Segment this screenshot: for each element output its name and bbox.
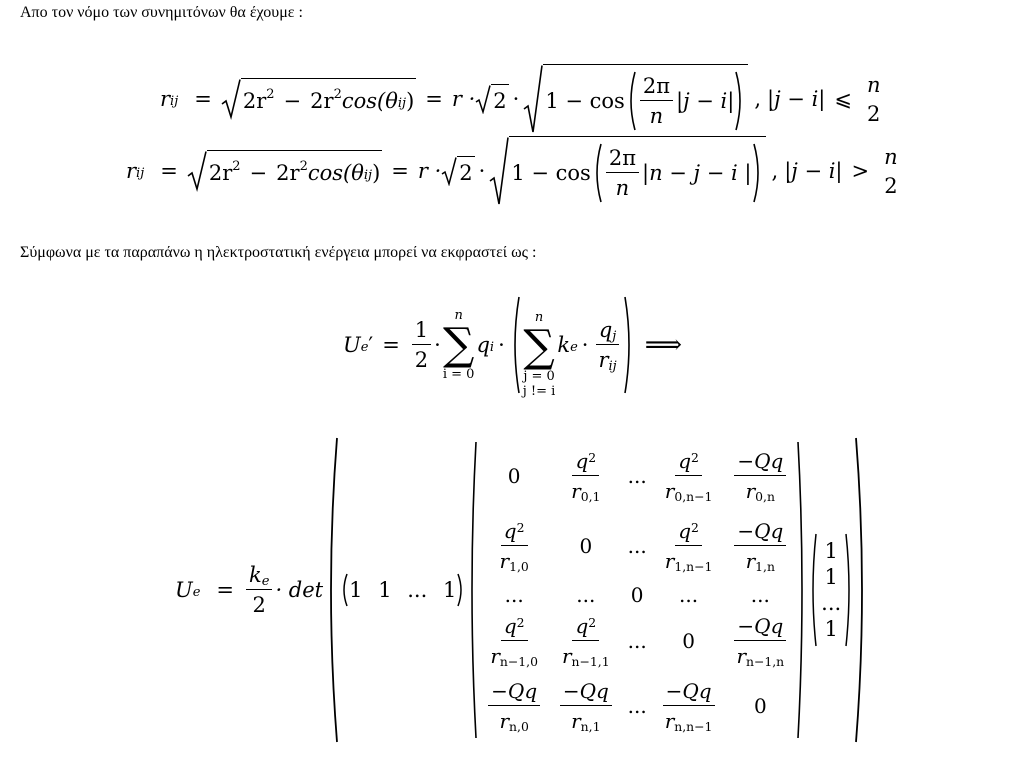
eq2-sqrt-3 xyxy=(489,136,765,206)
cos-term: cos(θ xyxy=(341,88,398,113)
m-0-1-r: r xyxy=(571,479,581,503)
m-1-3-r: r xyxy=(664,549,675,573)
m-3-1-r: r xyxy=(561,644,572,668)
m-3-2: ... xyxy=(627,629,647,653)
eq2-lhs: r xyxy=(126,159,137,183)
m-2-4: ... xyxy=(750,583,770,607)
m-1-4-sub: 1,n xyxy=(755,559,775,575)
m-0-1-sub: 0,1 xyxy=(580,489,601,505)
eq2-condition-abs: |j − i| xyxy=(784,159,843,183)
eq2-rad-a: 2r xyxy=(208,160,233,185)
rowvec-1: 1 xyxy=(378,578,392,602)
m-1-3-sub: 1,n−1 xyxy=(674,559,713,575)
m-2-0: ... xyxy=(504,583,524,607)
m-0-4-num: −Qq xyxy=(734,449,786,476)
equation-energy-sum: U $_e$ ′ = $\frac{1}{2}$ · n ∑ i = 0 q $_i$ · n ∑ j = 0 j != i k $_e$ · $\frac{q_j}{r_{ij}}$ ⟹ xyxy=(343,290,682,399)
m-0-3-r: r xyxy=(664,479,675,503)
m-2-1: ... xyxy=(576,583,596,607)
eq4-ke-sub: e xyxy=(261,574,270,590)
eq2-two-pi: 2π xyxy=(606,146,639,173)
m-1-4-num: −Qq xyxy=(734,519,786,546)
m-4-0-r: r xyxy=(499,709,510,733)
m-4-3-r: r xyxy=(664,709,675,733)
eq3-half-den: 2 xyxy=(414,347,429,372)
intro-text: Απο τον νόμο των συνημιτόνων θα έχουμε : xyxy=(20,4,303,21)
m-3-0-q: q xyxy=(503,614,517,638)
eq2-sqrt-1: 2r $^2$ − 2r $^2$ cos(θ $_{ij}$ ) xyxy=(187,150,382,192)
equation-energy-matrix: U $_e$ = $\frac{k_e}{2}$ · det 1 1 ... 1 0 $\frac{q^2}{r_{0,1}}$ ... $\frac{q^2}{r_{0,n-1}}$ $\frac{-Qq}{r_{0,n}}$ $\frac{q^2}{r_{1,0}}$ 0 ... $\frac{q^2}{r_{1,n-1}}$ $\frac{-Qq}{r_{1,n}}$ ... ... 0 ... ... $\frac{q^2}{r_{n-1,0}}$ $\frac{q^2}{r_{n-1,1}}$ ... 0 $\frac{-Qq}{r_{n-1,n}}$ $\frac{-Qq}{r_{n,0}}$ $\frac{-Qq}{r_{n,1}}$ ... $\frac{-Qq}{r_{n,n-1}}$ 0 1 1 ... 1 xyxy=(175,436,870,744)
row-vector xyxy=(349,578,456,602)
eq4-ke: k xyxy=(249,563,262,587)
m-3-1-sub: n−1,1 xyxy=(571,654,610,670)
one-minus-cos: 1 − cos xyxy=(545,88,625,113)
m-4-4: 0 xyxy=(753,694,767,718)
det-label: · det xyxy=(275,578,324,602)
leq-sign: ⩽ xyxy=(834,87,852,111)
eq2-sqrt-2 xyxy=(441,156,474,186)
m-4-3-sub: n,n−1 xyxy=(674,719,713,735)
sum-inner-bottom-1: j = 0 xyxy=(523,369,555,384)
m-3-0-r: r xyxy=(490,644,500,668)
m-0-4-r: r xyxy=(745,479,756,503)
eq1-lhs: r xyxy=(160,87,171,111)
eq2-one-minus-cos: 1 − cos xyxy=(511,160,591,185)
middle-text: Σύμφωνα με τα παραπάνω η ηλεκτροστατική ενέργεια μπορεί να εκφραστεί ως : xyxy=(20,244,537,261)
colvec-1: 1 xyxy=(824,565,838,589)
gt-sign: > xyxy=(851,159,870,183)
m-0-3-sub: 0,n−1 xyxy=(674,489,713,505)
sum-outer-top: n xyxy=(454,307,463,323)
m-4-1-sub: n,1 xyxy=(580,719,601,735)
eq3-q: q xyxy=(476,332,490,357)
r-times: r · xyxy=(451,87,476,111)
eq4-den: 2 xyxy=(252,593,266,617)
equation-distance-1: r $_{ij}$ = 2r $^2$ − 2r $^2$ cos(θ $_{ij}$ ) = r · 2 · 1 − cos $\frac{2\pi}{n}$ |j − i| , |j − i| ⩽ n 2 xyxy=(160,64,887,134)
sqrt-1: 2r $^2$ − 2r $^2$ cos(θ $_{ij}$ ) xyxy=(221,78,416,120)
eq2-cond-2: 2 xyxy=(884,173,898,198)
rad-term-a: 2r xyxy=(242,88,267,113)
m-1-3-q: q xyxy=(678,519,692,543)
m-3-0-sub: n−1,0 xyxy=(499,654,538,670)
two-pi: 2π xyxy=(640,74,673,101)
m-4-3-num: −Qq xyxy=(663,679,715,706)
m-1-4-r: r xyxy=(745,549,756,573)
eq2-sqrt-two: 2 xyxy=(457,156,474,186)
m-4-1-num: −Qq xyxy=(560,679,612,706)
sum-inner-top: n xyxy=(534,310,544,325)
m-0-3-q: q xyxy=(678,449,692,473)
sum-outer-bottom: i = 0 xyxy=(442,366,475,382)
m-4-0-num: −Qq xyxy=(488,679,540,706)
m-4-1-r: r xyxy=(571,709,581,733)
m-0-0: 0 xyxy=(507,464,521,488)
m-4-0-sub: n,0 xyxy=(509,719,529,735)
eq3-prime: ′ xyxy=(368,332,374,357)
colvec-0: 1 xyxy=(824,539,838,563)
column-vector xyxy=(818,538,844,642)
sqrt-2 xyxy=(475,84,508,114)
n-den: n xyxy=(649,103,664,128)
m-1-1: 0 xyxy=(579,534,593,558)
m-0-4-sub: 0,n xyxy=(755,489,775,505)
colvec-2: ... xyxy=(821,591,842,615)
eq3-half-num: 1 xyxy=(412,318,431,345)
equation-distance-2: r $_{ij}$ = 2r $^2$ − 2r $^2$ cos(θ $_{ij}$ ) = r · 2 · 1 − cos $\frac{2\pi}{n}$ |n − j − i | , |j − i| > n 2 xyxy=(126,136,904,206)
eq2-n-den: n xyxy=(615,175,630,200)
m-3-3: 0 xyxy=(682,629,695,653)
abs-n-minus-j-minus-i: |n − j − i | xyxy=(642,160,752,185)
sum-inner-bottom-2: j != i xyxy=(522,384,556,399)
rowvec-2: ... xyxy=(407,578,428,602)
colvec-3: 1 xyxy=(824,617,838,641)
cond-n: n xyxy=(866,72,881,97)
rowvec-3: 1 xyxy=(442,578,457,602)
eq2-cos: cos(θ xyxy=(307,160,364,185)
cond-2: 2 xyxy=(867,101,881,126)
eq3-U: U xyxy=(343,332,361,357)
sum-inner: n ∑ j = 0 j != i xyxy=(522,310,556,399)
m-3-4-r: r xyxy=(736,644,746,668)
eq3-qj-sub: j xyxy=(612,328,617,344)
rad-term-b: 2r xyxy=(310,88,334,113)
m-0-2: ... xyxy=(627,464,647,488)
eq3-rij: r xyxy=(598,347,609,372)
m-3-4-sub: n−1,n xyxy=(746,654,785,670)
condition-abs: |j − i| xyxy=(767,87,826,111)
charge-matrix: 0 $\frac{q^2}{r_{0,1}}$ ... $\frac{q^2}{r_{0,n-1}}$ $\frac{-Qq}{r_{0,n}}$ $\frac{q^2}{r_{1,0}}$ 0 ... $\frac{q^2}{r_{1,n-1}}$ $\frac{-Qq}{r_{1,n}}$ ... ... 0 ... ... $\frac{q^2}{r_{n-1,0}}$ $\frac{q^2}{r_{n-1,1}}$ ... 0 $\frac{-Qq}{r_{n-1,n}}$ $\frac{-Qq}{r_{n,0}}$ $\frac{-Qq}{r_{n,1}}$ ... $\frac{-Qq}{r_{n,n-1}}$ 0 xyxy=(478,442,796,738)
rowvec-0: 1 xyxy=(349,578,363,602)
m-1-2: ... xyxy=(627,534,647,558)
eq3-rij-sub: ij xyxy=(608,358,617,374)
m-0-1-q: q xyxy=(575,449,589,473)
m-1-0-sub: 1,0 xyxy=(509,559,529,575)
eq2-cond-n: n xyxy=(884,144,898,169)
sqrt-two: 2 xyxy=(491,84,508,114)
eq3-qj: q xyxy=(598,317,613,342)
m-4-2: ... xyxy=(627,694,647,718)
m-3-4-num: −Qq xyxy=(734,614,786,641)
eq3-k: k xyxy=(557,332,571,357)
eq4-U: U xyxy=(175,578,193,602)
m-1-0-q: q xyxy=(503,519,517,543)
m-1-0-r: r xyxy=(499,549,510,573)
m-2-2: 0 xyxy=(630,583,644,607)
eq2-r-times: r · xyxy=(417,159,442,183)
m-2-3: ... xyxy=(679,583,699,607)
sum-outer: n ∑ i = 0 xyxy=(442,307,475,382)
implies-arrow: ⟹ xyxy=(644,329,682,360)
m-3-1-q: q xyxy=(575,614,589,638)
abs-j-minus-i: |j − i| xyxy=(676,88,735,113)
sqrt-3 xyxy=(523,64,748,134)
eq2-rad-b: 2r xyxy=(276,160,300,185)
